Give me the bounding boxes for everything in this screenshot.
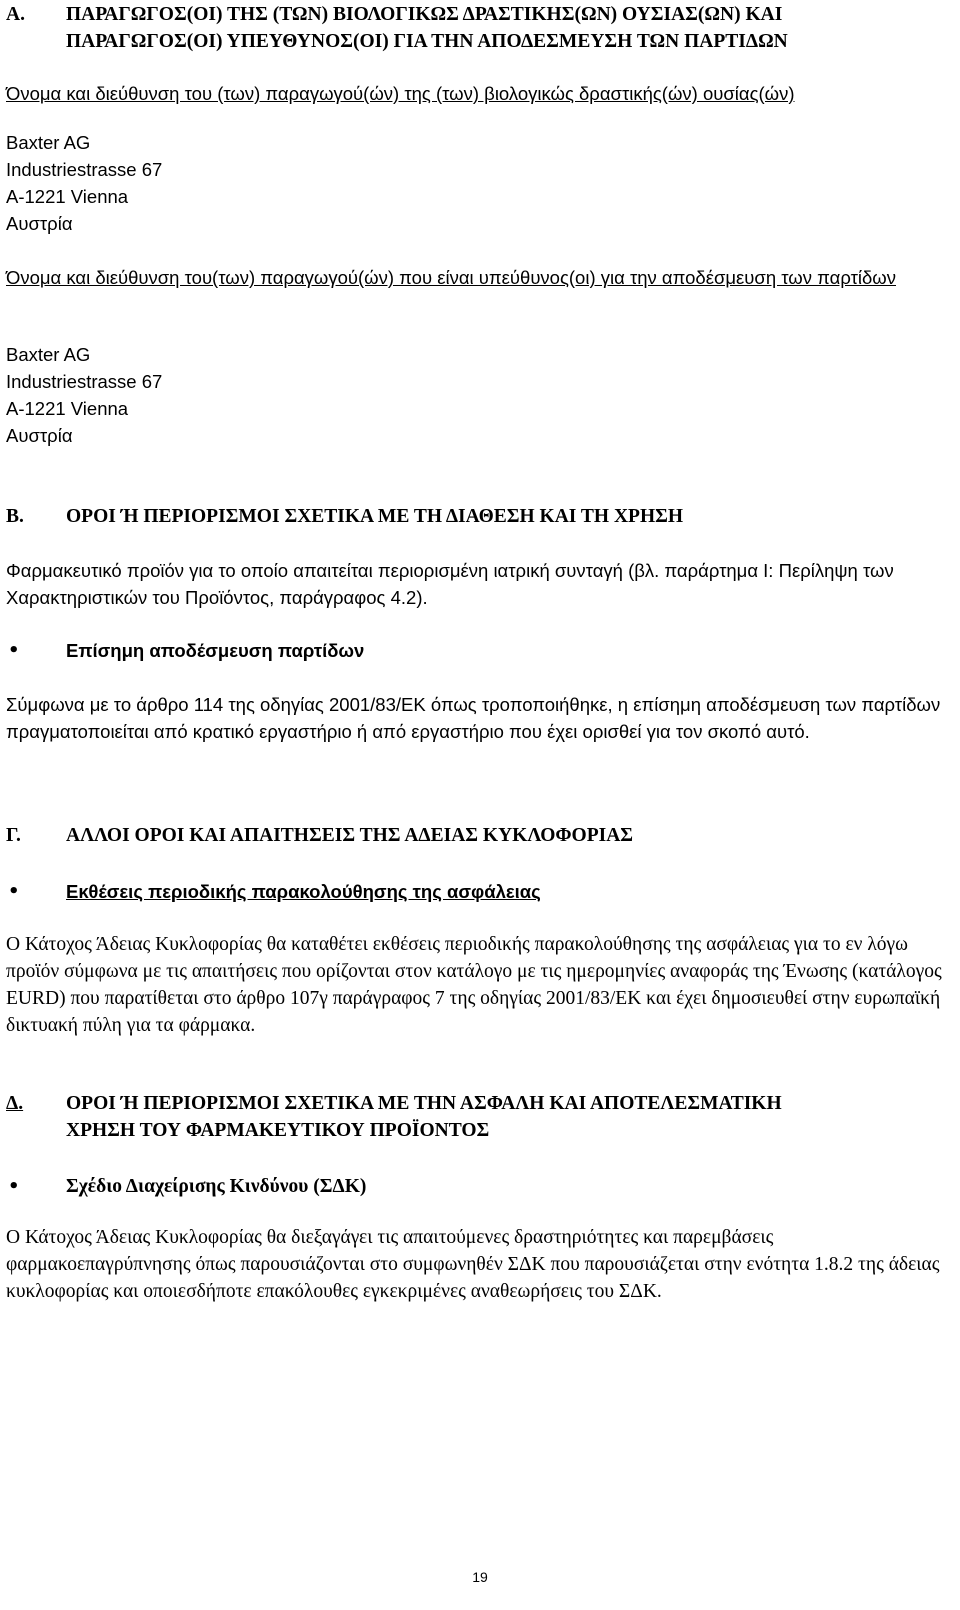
section-b-label: B. bbox=[6, 506, 24, 527]
address-country: Αυστρία bbox=[6, 213, 73, 234]
substance-manufacturer-address bbox=[6, 129, 944, 237]
address-city: A-1221 Vienna bbox=[6, 186, 129, 207]
batch-release-manufacturer-title: Όνομα και διεύθυνση του(των) παραγωγού(ών) που είναι υπεύθυνος(οι) για την αποδέσμευση των παρτίδων bbox=[6, 267, 896, 288]
address-street: Industriestrasse 67 bbox=[6, 159, 163, 180]
batch-release-manufacturer-address bbox=[6, 341, 944, 449]
bullet-icon: • bbox=[8, 1176, 20, 1197]
psur-text: Ο Κάτοχος Άδειας Κυκλοφορίας θα καταθέτει εκθέσεις περιοδικής παρακολούθησης της ασφάλειας για το εν λόγω προϊόν σύμφωνα με τις απαιτήσεις που ορίζονται στον κατάλογο με τις ημερομηνίες αναφοράς της Ένωσης (κατάλογος EURD) που παρατίθεται στο άρθρο 107γ παράγραφος 7 της οδηγίας 2001/83/ΕΚ και έχει δημοσιευθεί στην ευρωπαϊκή δικτυακή πύλη για τα φάρμακα. bbox=[6, 934, 942, 1036]
section-a-heading bbox=[6, 1, 944, 55]
section-a-heading-line1: ΠΑΡΑΓΩΓΟΣ(ΟΙ) ΤΗΣ (ΤΩΝ) ΒΙΟΛΟΓΙΚΩΣ ΔΡΑΣΤΙΚΗΣ(ΩΝ) ΟΥΣΙΑΣ(ΩΝ) ΚΑΙ bbox=[66, 4, 783, 25]
section-b-heading-text: ΟΡΟΙ Ή ΠΕΡΙΟΡΙΣΜΟΙ ΣΧΕΤΙΚΑ ΜΕ ΤΗ ΔΙΑΘΕΣΗ ΚΑΙ ΤΗ ΧΡΗΣΗ bbox=[66, 506, 684, 527]
rmp-text: Ο Κάτοχος Άδειας Κυκλοφορίας θα διεξαγάγει τις απαιτούμενες δραστηριότητες και παρεμβάσεις φαρμακοεπαγρύπνησης όπως παρουσιάζονται στο συμφωνηθέν ΣΔΚ που παρουσιάζεται στην ενότητα 1.8.2 της άδειας κυκλοφορίας και οποιεσδήποτε επακόλουθες εγκεκριμένες αναθεωρήσεις του ΣΔΚ. bbox=[6, 1227, 940, 1302]
section-d-heading-line1: ΟΡΟΙ Ή ΠΕΡΙΟΡΙΣΜΟΙ ΣΧΕΤΙΚΑ ΜΕ ΤΗΝ ΑΣΦΑΛΗ ΚΑΙ ΑΠΟΤΕΛΕΣΜΑΤΙΚΗ bbox=[66, 1093, 782, 1114]
psur-title: Εκθέσεις περιοδικής παρακολούθησης της ασφάλειας bbox=[66, 881, 541, 902]
address-country: Αυστρία bbox=[6, 425, 73, 446]
prescription-paragraph: Φαρμακευτικό προϊόν για το οποίο απαιτείται περιορισμένη ιατρική συνταγή (βλ. παράρτημα Ι: Περίληψη των Χαρακτηριστικών του Προϊόντος, παράγραφος 4.2). bbox=[6, 560, 894, 608]
address-city: A-1221 Vienna bbox=[6, 398, 129, 419]
section-d-heading-line2: ΧΡΗΣΗ ΤΟΥ ΦΑΡΜΑΚΕΥΤΙΚΟΥ ΠΡΟΪΟΝΤΟΣ bbox=[66, 1120, 490, 1141]
section-a-label: A. bbox=[6, 4, 25, 25]
section-d-label: Δ. bbox=[6, 1093, 24, 1114]
section-c-label: Γ. bbox=[6, 825, 21, 846]
psur-bullet bbox=[6, 878, 944, 905]
address-name: Baxter AG bbox=[6, 132, 91, 153]
official-batch-release-bullet bbox=[6, 637, 944, 664]
section-d-heading bbox=[6, 1090, 944, 1144]
official-batch-release-title: Επίσημη αποδέσμευση παρτίδων bbox=[66, 640, 365, 661]
address-street: Industriestrasse 67 bbox=[6, 371, 163, 392]
section-a-heading-line2: ΠΑΡΑΓΩΓΟΣ(ΟΙ) ΥΠΕΥΘΥΝΟΣ(ΟΙ) ΓΙΑ ΤΗΝ ΑΠΟΔΕΣΜΕΥΣΗ ΤΩΝ ΠΑΡΤΙΔΩΝ bbox=[66, 31, 788, 52]
section-c-heading bbox=[6, 822, 944, 849]
section-b-heading bbox=[6, 503, 944, 530]
rmp-title: Σχέδιο Διαχείρισης Κινδύνου (ΣΔΚ) bbox=[66, 1176, 367, 1197]
address-name: Baxter AG bbox=[6, 344, 91, 365]
bullet-icon: • bbox=[8, 881, 20, 902]
official-batch-release-text: Σύμφωνα με το άρθρο 114 της οδηγίας 2001/83/ΕΚ όπως τροποποιήθηκε, η επίσημη αποδέσμευση των παρτίδων πραγματοποιείται από κρατικό εργαστήριο ή από εργαστήριο που έχει ορισθεί για τον σκοπό αυτό. bbox=[6, 694, 941, 742]
page-number: 19 bbox=[472, 1569, 488, 1585]
bullet-icon: • bbox=[8, 640, 20, 661]
section-c-heading-text: ΑΛΛΟΙ ΟΡΟΙ ΚΑΙ ΑΠΑΙΤΗΣΕΙΣ ΤΗΣ ΑΔΕΙΑΣ ΚΥΚΛΟΦΟΡΙΑΣ bbox=[66, 825, 634, 846]
substance-manufacturer-title: Όνομα και διεύθυνση του (των) παραγωγού(ών) της (των) βιολογικώς δραστικής(ών) ουσίας(ών) bbox=[6, 83, 795, 104]
rmp-bullet bbox=[6, 1173, 944, 1200]
